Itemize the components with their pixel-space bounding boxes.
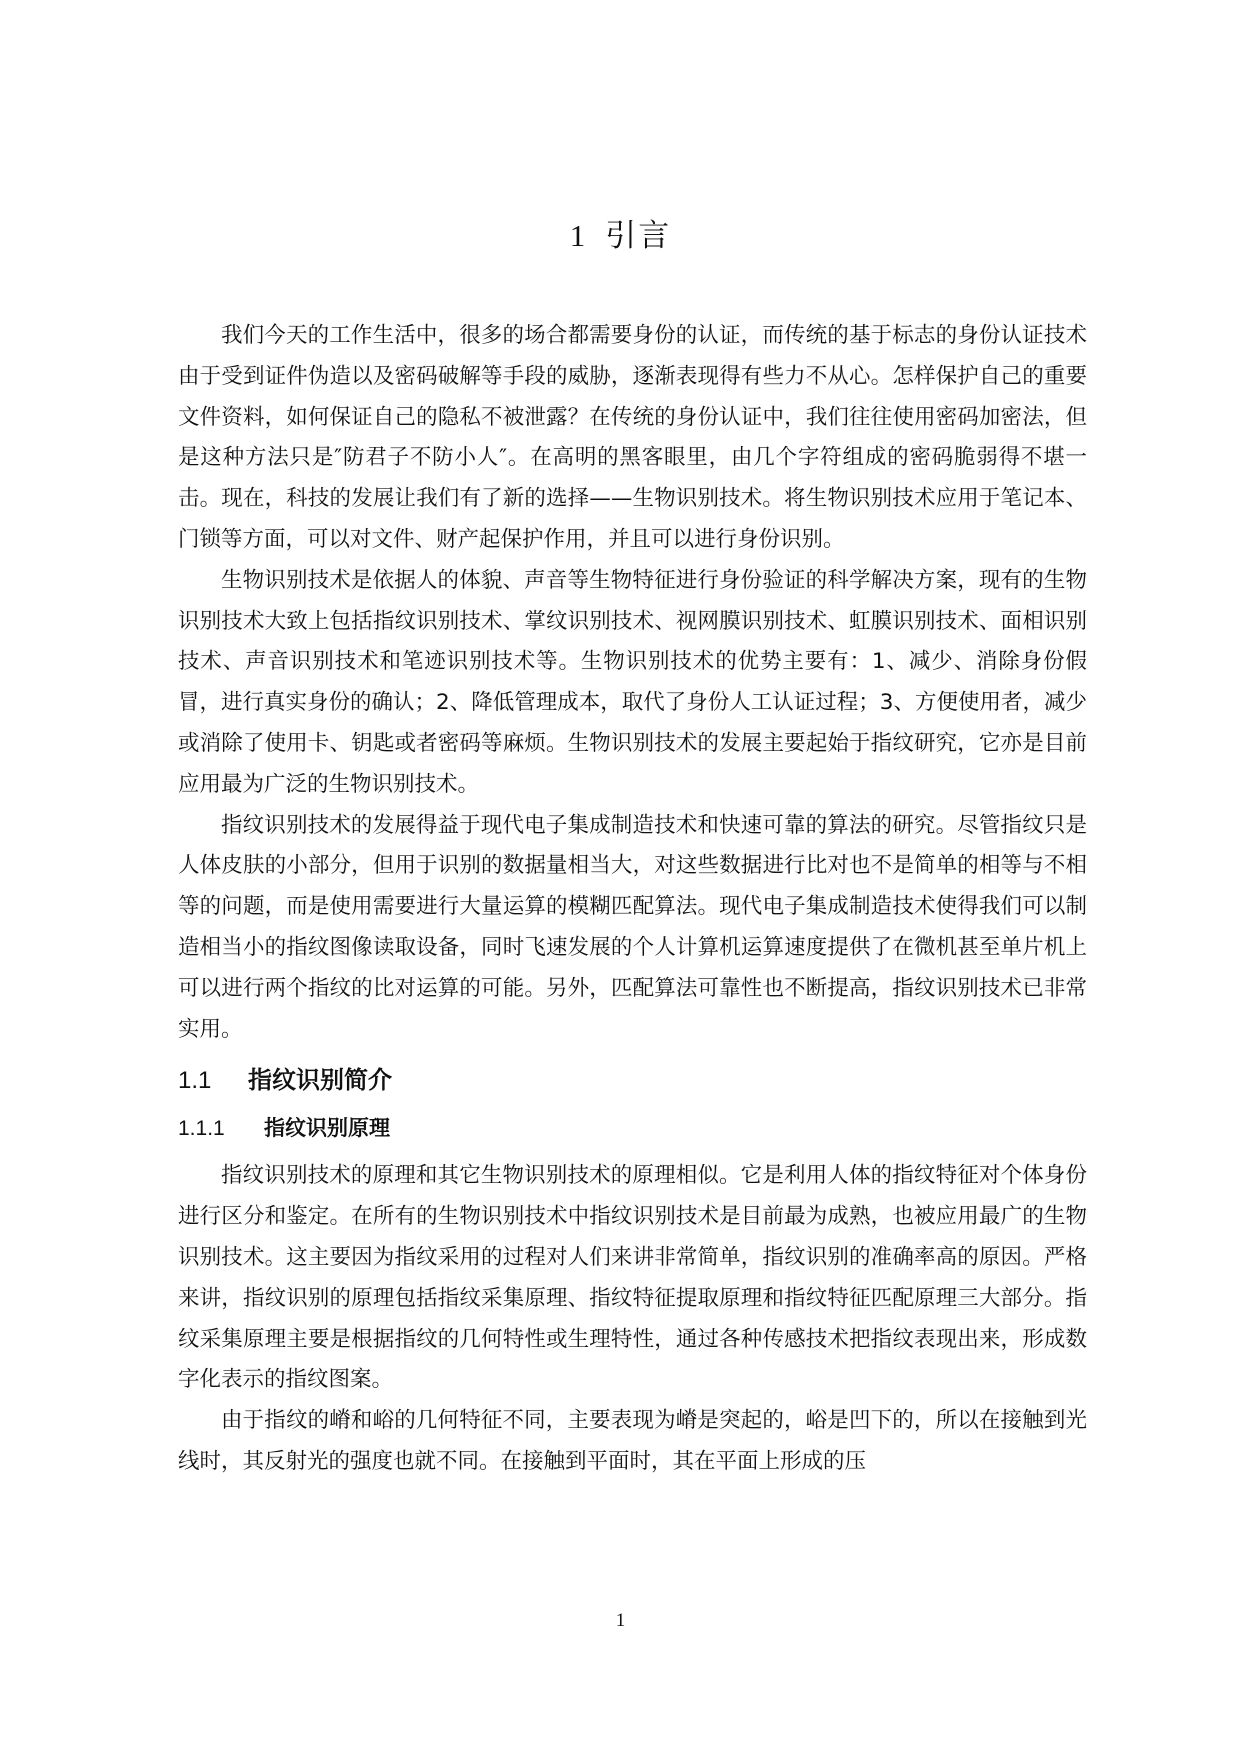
subsection-title: 指纹识别原理 [264, 1116, 390, 1141]
chapter-title-text: 引言 [605, 218, 672, 254]
section-heading-1-1-1 [178, 1107, 1087, 1150]
paragraph: 生物识别技术是依据人的体貌、声音等生物特征进行身份验证的科学解决方案，现有的生物识别技术大致上包括指纹识别技术、掌纹识别技术、视网膜识别技术、虹膜识别技术、面相识别技术、声音识别技术和笔迹识别技术等。生物识别技术的优势主要有：1、减少、消除身份假冒，进行真实身份的确认；2、降低管理成本，取代了身份人工认证过程；3、方便使用者，减少或消除了使用卡、钥匙或者密码等麻烦。生物识别技术的发展主要起始于指纹研究，它亦是目前应用最为广泛的生物识别技术。 [178, 567, 1087, 797]
chapter-number: 1 [569, 218, 588, 253]
subsection-number: 1.1.1 [178, 1117, 225, 1141]
paragraph: 由于指纹的嵴和峪的几何特征不同，主要表现为嵴是突起的，峪是凹下的，所以在接触到光线时，其反射光的强度也就不同。在接触到平面时，其在平面上形成的压 [178, 1408, 1087, 1474]
chapter-title [0, 210, 1241, 255]
section-title: 指纹识别简介 [248, 1066, 392, 1095]
page-number: 1 [615, 1610, 626, 1631]
section-number: 1.1 [178, 1067, 212, 1095]
section-heading-1-1 [178, 1058, 1087, 1103]
body-text [178, 316, 1087, 1483]
paragraph: 指纹识别技术的发展得益于现代电子集成制造技术和快速可靠的算法的研究。尽管指纹只是人体皮肤的小部分，但用于识别的数据量相当大，对这些数据进行比对也不是简单的相等与不相等的问题，而是使用需要进行大量运算的模糊匹配算法。现代电子集成制造技术使得我们可以制造相当小的指纹图像读取设备，同时飞速发展的个人计算机运算速度提供了在微机甚至单片机上可以进行两个指纹的比对运算的可能。另外，匹配算法可靠性也不断提高，指纹识别技术已非常实用。 [178, 812, 1087, 1042]
paragraph: 我们今天的工作生活中，很多的场合都需要身份的认证，而传统的基于标志的身份认证技术由于受到证件伪造以及密码破解等手段的威胁，逐渐表现得有些力不从心。怎样保护自己的重要文件资料，如何保证自己的隐私不被泄露？在传统的身份认证中，我们往往使用密码加密法，但是这种方法只是″防君子不防小人″。在高明的黑客眼里，由几个字符组成的密码脆弱得不堪一击。现在，科技的发展让我们有了新的选择——生物识别技术。将生物识别技术应用于笔记本、门锁等方面，可以对文件、财产起保护作用，并且可以进行身份识别。 [178, 323, 1087, 552]
paragraph: 指纹识别技术的原理和其它生物识别技术的原理相似。它是利用人体的指纹特征对个体身份进行区分和鉴定。在所有的生物识别技术中指纹识别技术是目前最为成熟，也被应用最广的生物识别技术。这主要因为指纹采用的过程对人们来讲非常简单，指纹识别的准确率高的原因。严格来讲，指纹识别的原理包括指纹采集原理、指纹特征提取原理和指纹特征匹配原理三大部分。指纹采集原理主要是根据指纹的几何特性或生理特性，通过各种传感技术把指纹表现出来，形成数字化表示的指纹图案。 [178, 1163, 1087, 1393]
